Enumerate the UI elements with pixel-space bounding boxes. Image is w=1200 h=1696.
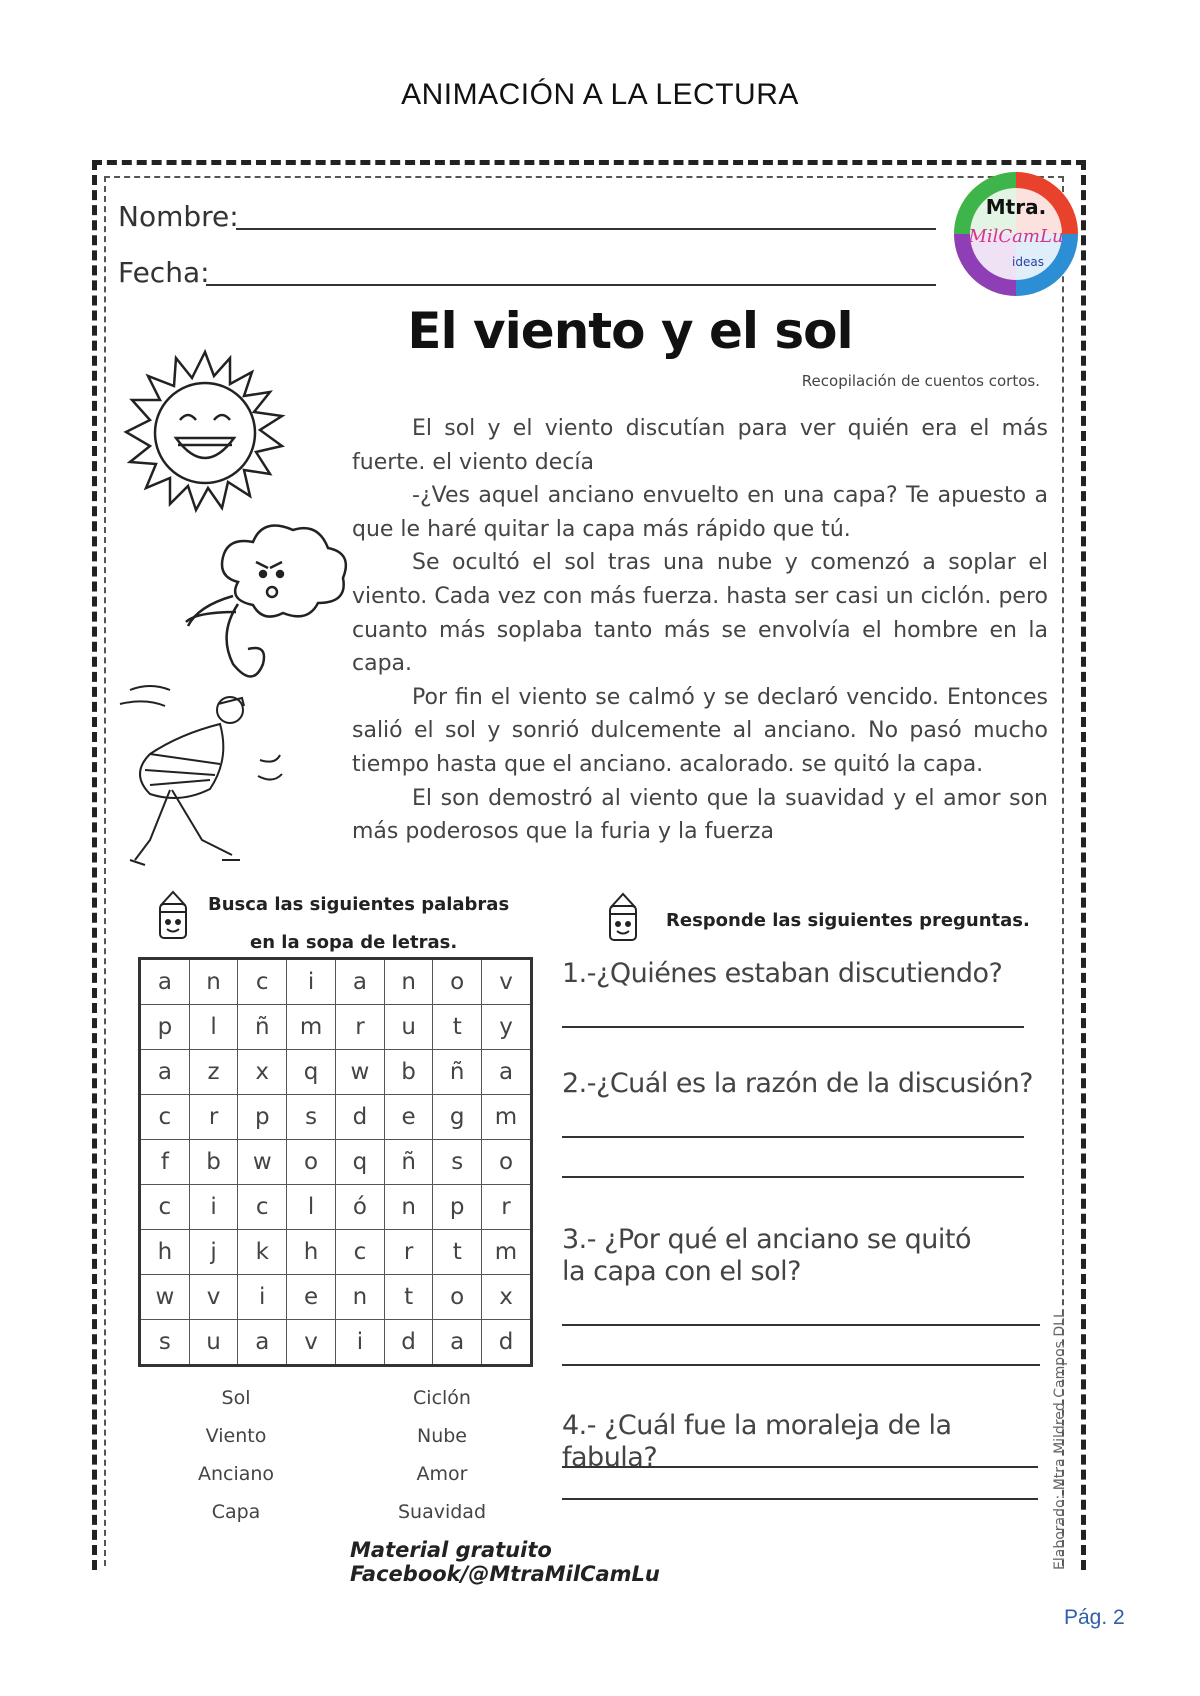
wordsearch-instruction-2: en la sopa de letras. [250,932,458,953]
wordsearch-cell[interactable]: d [384,1320,433,1366]
date-line [206,284,936,286]
wordsearch-cell[interactable]: t [433,1005,482,1050]
question-4: 4.- ¿Cuál fue la moraleja de la fabula? [562,1410,952,1473]
story-title: El viento y el sol [407,302,853,360]
crayon-icon [154,890,192,942]
wordsearch-cell[interactable]: m [287,1005,336,1050]
wordsearch-cell[interactable]: m [482,1230,532,1275]
wordsearch-cell[interactable]: s [287,1095,336,1140]
story-paragraph: -¿Ves aquel anciano envuelto en una capa? Te apuesto a que le haré quitar la capa más rápido que tú. [352,483,1048,542]
wordsearch-cell[interactable]: q [287,1050,336,1095]
story-text [352,412,1048,849]
wordsearch-cell[interactable]: ñ [433,1050,482,1095]
name-line [236,228,936,230]
logo-text-2: MilCamLu [968,226,1064,247]
wordsearch-cell[interactable]: k [238,1230,287,1275]
document-header-title: ANIMACIÓN A LA LECTURA [401,78,799,111]
wordsearch-cell[interactable]: a [482,1050,532,1095]
wordsearch-cell[interactable]: l [287,1185,336,1230]
answer-line[interactable] [562,1176,1024,1178]
wordsearch-cell[interactable]: h [140,1230,190,1275]
author-credit: Elaborado: Mtra Mildred Campos DLL [1052,1310,1068,1570]
wordsearch-cell[interactable]: g [433,1095,482,1140]
wordlist-item: Amor [416,1463,468,1485]
wordsearch-cell[interactable]: o [482,1140,532,1185]
wordsearch-cell[interactable]: z [189,1050,238,1095]
wordsearch-cell[interactable]: a [140,1050,190,1095]
wordsearch-cell[interactable]: v [482,959,532,1005]
wordlist-column-2 [362,1379,522,1531]
wordsearch-cell[interactable]: c [140,1185,190,1230]
wordsearch-cell[interactable]: h [287,1230,336,1275]
wordsearch-cell[interactable]: c [238,959,287,1005]
wordsearch-cell[interactable]: a [238,1320,287,1366]
wordsearch-cell[interactable]: o [287,1140,336,1185]
wordsearch-row [140,1230,532,1275]
wordsearch-cell[interactable]: i [189,1185,238,1230]
wordsearch-row [140,1275,532,1320]
wordsearch-cell[interactable]: ó [336,1185,385,1230]
wordsearch-cell[interactable]: x [482,1275,532,1320]
wordsearch-cell[interactable]: d [482,1320,532,1366]
answer-line[interactable] [562,1466,1038,1468]
milcamlu-logo [948,162,1084,312]
wordsearch-cell[interactable]: b [189,1140,238,1185]
wordsearch-cell[interactable]: p [433,1185,482,1230]
wordsearch-cell[interactable]: b [384,1050,433,1095]
story-paragraph: Por fin el viento se calmó y se declaró vencido. Entonces salió el sol y sonrió dulcemente al anciano. No pasó mucho tiempo hasta que el anciano. acalorado. se quitó la capa. [352,684,1048,777]
wordsearch-cell[interactable]: i [238,1275,287,1320]
wordsearch-cell[interactable]: x [238,1050,287,1095]
answer-line[interactable] [562,1364,1040,1366]
wordsearch-cell[interactable]: d [336,1095,385,1140]
question-3: 3.- ¿Por qué el anciano se quitó la capa con el sol? [562,1224,971,1287]
wordsearch-row [140,1140,532,1185]
wordsearch-cell[interactable]: c [238,1185,287,1230]
question-1: 1.-¿Quiénes estaban discutiendo? [562,958,1003,989]
page-number: Pág. 2 [1064,1606,1125,1629]
wordsearch-cell[interactable]: n [384,959,433,1005]
wordsearch-cell[interactable]: m [482,1095,532,1140]
logo-text-3: ideas [1012,255,1044,269]
wordsearch-cell[interactable]: u [384,1005,433,1050]
wordsearch-cell[interactable]: u [189,1320,238,1366]
wordlist-item: Anciano [197,1463,275,1485]
wordsearch-row [140,959,532,1005]
wordsearch-cell[interactable]: r [384,1230,433,1275]
wordlist-column-1 [156,1379,316,1531]
question-2: 2.-¿Cuál es la razón de la discusión? [562,1068,1034,1099]
wordlist-item: Sol [221,1387,251,1409]
date-label: Fecha: [118,256,210,289]
wordsearch-cell[interactable]: v [287,1320,336,1366]
wordsearch-cell[interactable]: i [336,1320,385,1366]
wordsearch-cell[interactable]: e [287,1275,336,1320]
wordsearch-cell[interactable]: c [140,1095,190,1140]
wordsearch-cell[interactable]: w [336,1050,385,1095]
wordsearch-cell[interactable]: n [336,1275,385,1320]
answer-line[interactable] [562,1136,1024,1138]
questions-instruction: Responde las siguientes preguntas. [666,910,1030,931]
wordsearch-cell[interactable]: r [336,1005,385,1050]
wordsearch-row [140,1320,532,1366]
wordlist-item: Capa [211,1501,261,1523]
story-paragraph: Se ocultó el sol tras una nube y comenzó a soplar el viento. Cada vez con más fuerza. hasta ser casi un ciclón. pero cuanto más soplaba tanto más se envolvía el hombre en la capa. [352,550,1048,677]
wordsearch-instruction-1: Busca las siguientes palabras [208,894,510,915]
wordsearch-cell[interactable]: o [433,959,482,1005]
footer-credit: Material gratuito Facebook/@MtraMilCamLu [350,1538,660,1586]
wordsearch-cell[interactable]: s [433,1140,482,1185]
wordsearch-cell[interactable]: y [482,1005,532,1050]
wordsearch-cell[interactable]: a [433,1320,482,1366]
story-paragraph: El sol y el viento discutían para ver quién era el más fuerte. el viento decía [352,416,1048,475]
wordsearch-row [140,1095,532,1140]
old-man-illustration [110,680,290,890]
wordlist-item: Nube [416,1425,467,1447]
name-label: Nombre: [118,200,239,233]
sun-illustration [118,346,292,520]
wordsearch-cell[interactable]: p [140,1005,190,1050]
wordlist-item: Ciclón [413,1387,471,1409]
answer-line[interactable] [562,1324,1040,1326]
wordsearch-cell[interactable]: r [189,1095,238,1140]
answer-line[interactable] [562,1026,1024,1028]
wordsearch-cell[interactable]: a [140,959,190,1005]
wordsearch-cell[interactable]: t [433,1230,482,1275]
wordsearch-row [140,1005,532,1050]
wordsearch-cell[interactable]: i [287,959,336,1005]
wordsearch-cell[interactable]: l [189,1005,238,1050]
wordsearch-cell[interactable]: w [140,1275,190,1320]
wordsearch-cell[interactable]: s [140,1320,190,1366]
wordsearch-cell[interactable]: n [384,1185,433,1230]
wordsearch-grid [138,957,533,1367]
wordlist-item: Viento [205,1425,267,1447]
wordlist-item: Suavidad [397,1501,487,1523]
story-subtitle: Recopilación de cuentos cortos. [801,372,1040,390]
wordsearch-row [140,1185,532,1230]
wordsearch-cell[interactable]: o [433,1275,482,1320]
wordsearch-cell[interactable]: e [384,1095,433,1140]
wordsearch-cell[interactable]: q [336,1140,385,1185]
wordsearch-row [140,1050,532,1095]
wordsearch-cell[interactable]: ñ [384,1140,433,1185]
logo-text-1: Mtra. [985,195,1047,219]
story-paragraph: El son demostró al viento que la suavidad y el amor son más poderosos que la furia y la fuerza [352,785,1048,845]
wordsearch-cell[interactable]: c [336,1230,385,1275]
wordsearch-cell[interactable]: n [189,959,238,1005]
wordsearch-cell[interactable]: t [384,1275,433,1320]
wordsearch-cell[interactable]: r [482,1185,532,1230]
crayon-icon [604,892,642,944]
wordsearch-cell[interactable]: a [336,959,385,1005]
wordsearch-cell[interactable]: v [189,1275,238,1320]
wordsearch-cell[interactable]: ñ [238,1005,287,1050]
wordsearch-cell[interactable]: w [238,1140,287,1185]
wordsearch-cell[interactable]: j [189,1230,238,1275]
wordsearch-cell[interactable]: f [140,1140,190,1185]
wordsearch-cell[interactable]: p [238,1095,287,1140]
answer-line[interactable] [562,1498,1038,1500]
wind-cloud-illustration [178,512,358,692]
